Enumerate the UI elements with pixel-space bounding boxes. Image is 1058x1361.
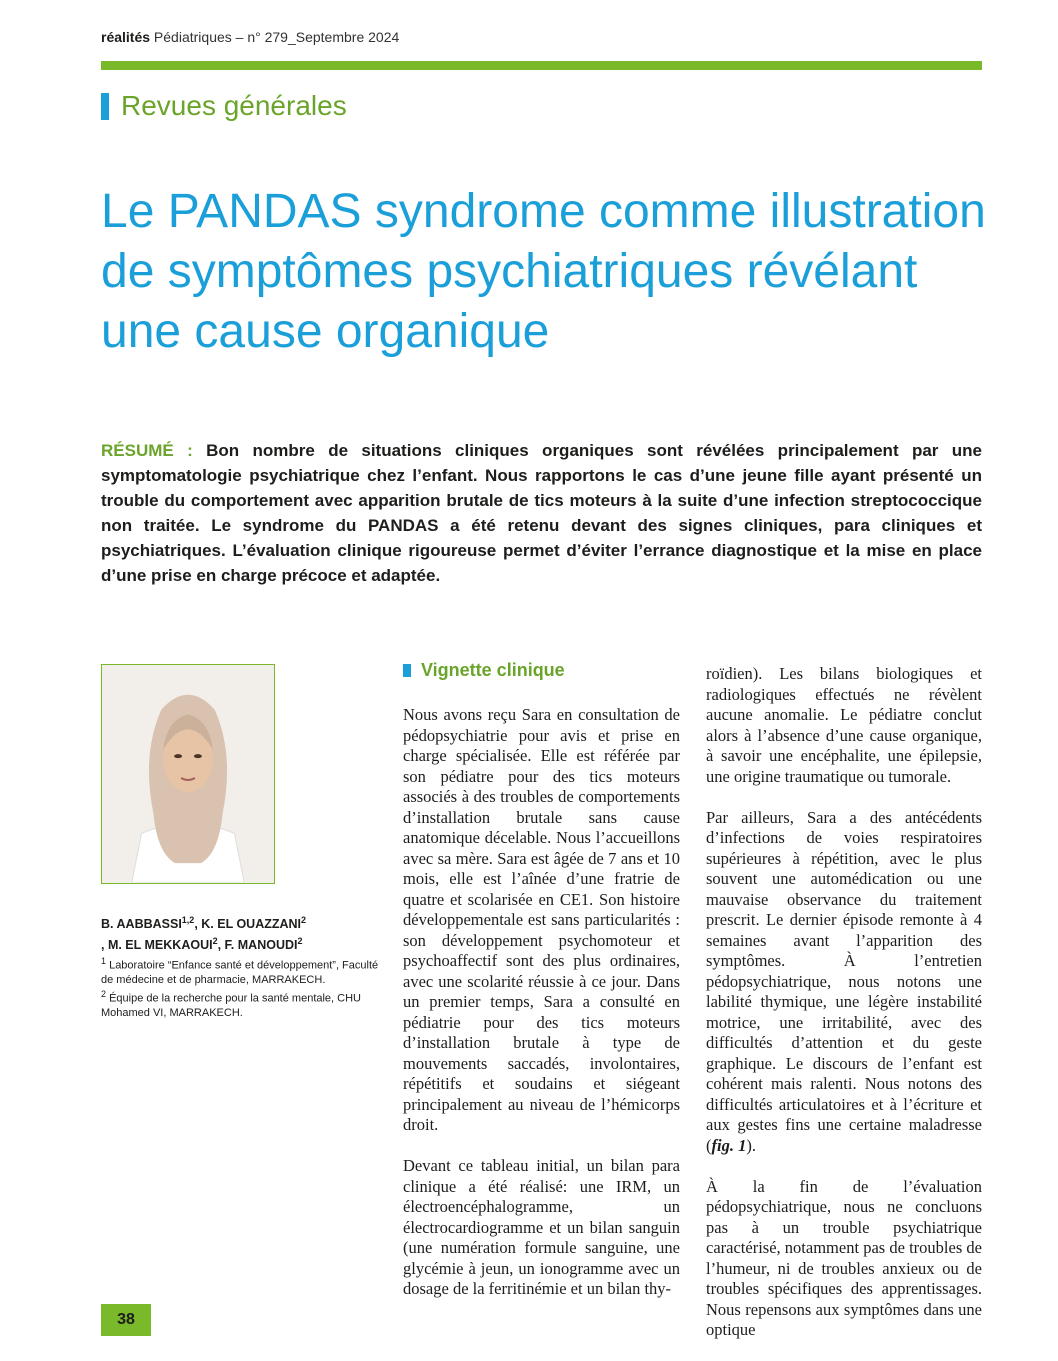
author-3-affiliation: 2 bbox=[212, 936, 218, 947]
subheading bbox=[403, 660, 565, 681]
author-portrait-illustration bbox=[102, 665, 274, 883]
author-1-affiliation: 1,2 bbox=[181, 915, 195, 925]
section-marker bbox=[101, 93, 109, 120]
section-label bbox=[101, 90, 347, 122]
paragraph: roïdien). Les bilans biologiques et radiologiques effectués ne révèlent aucune anomalie. Le pédiatre conclut alors à l’absence d’une cause organique, à savoir une encéphalite, une épilepsie, une origine traumatique ou tumorale. bbox=[706, 664, 982, 786]
body-column-1 bbox=[403, 705, 680, 1320]
journal-name: réalités bbox=[101, 29, 151, 45]
body-column-2 bbox=[706, 664, 982, 1361]
paragraph-text: Par ailleurs, Sara a des antécédents d’infections de voies respiratoires supérieures à répétition, avec le plus souvent une automédication ou une mauvaise observance du traitement prescrit. Le dernier épisode remonte à 4 semaines avant l’apparition des symptômes. À l’entretien pédopsychiatrique, nous notons une labilité thymique, une légère instabilité motrice, une irritabilité, avec des difficultés d’attention et du geste graphique. Le discours de l’enfant est cohérent mais ralenti. Nous notons des difficultés articulatoires et à l’écriture et aux gestes fins une certaine maladresse ( bbox=[706, 807, 982, 1155]
subheading-text: Vignette clinique bbox=[421, 660, 565, 680]
abstract-text: Bon nombre de situations cliniques organiques sont révélées principalement par une symptomatologie psychiatrique chez l’enfant. Nous rapportons le cas d’une jeune fille ayant présenté un trouble du comportement avec apparition brutale de tics moteurs à la suite d’une infection streptococcique non traitée. Le syndrome du PANDAS a été retenu devant des signes cliniques, para cliniques et psychiatriques. L’évaluation clinique rigoureuse permet d’éviter l’errance diagnostique et la mise en place d’une prise en charge précoce et adaptée. bbox=[101, 441, 982, 585]
affiliation-1 bbox=[101, 954, 381, 987]
affiliation-2 bbox=[101, 987, 381, 1020]
figure-reference: fig. 1 bbox=[711, 1135, 747, 1155]
author-2: , K. EL OUAZZANI bbox=[194, 917, 302, 932]
author-2-affiliation: 2 bbox=[301, 915, 307, 925]
author-3: , M. EL MEKKAOUI bbox=[101, 938, 213, 953]
article-title: Le PANDAS syndrome comme illustration de symptômes psychiatriques révélant une cause organique bbox=[101, 185, 986, 358]
abstract bbox=[101, 438, 982, 588]
affiliation-1-number: 1 bbox=[101, 956, 107, 967]
author-4: , F. MANOUDI bbox=[217, 938, 298, 953]
issue-info: Pédiatriques – n° 279_Septembre 2024 bbox=[150, 29, 400, 45]
abstract-label: RÉSUMÉ : bbox=[101, 441, 193, 460]
affiliation-2-text: Équipe de la recherche pour la santé mentale, CHU Mohamed VI, MARRAKECH. bbox=[101, 992, 361, 1019]
journal-header bbox=[101, 29, 399, 45]
paragraph bbox=[706, 808, 982, 1157]
paragraph: Devant ce tableau initial, un bilan para clinique a été réalisé: une IRM, un électroencéphalogramme, un électrocardiogramme et un bilan sanguin (une numération formule sanguine, une glycémie à jeun, un ionogramme avec un dosage de la ferritinémie et un bilan thy- bbox=[403, 1156, 680, 1298]
affiliation-1-text: Laboratoire “Enfance santé et développement”, Faculté de médecine et de pharmacie, MARRAKECH. bbox=[101, 959, 379, 986]
paragraph: À la fin de l’évaluation pédopsychiatrique, nous ne concluons pas à un trouble psychiatrique caractérisé, notamment pas de troubles de l’humeur, ni de troubles anxieux ou de troubles spécifiques des apprentissages. Nous repensons aux symptômes dans une optique bbox=[706, 1176, 982, 1339]
author-4-affiliation: 2 bbox=[297, 936, 303, 947]
author-block bbox=[101, 912, 381, 1020]
author-1: B. AABBASSI bbox=[101, 917, 182, 932]
paragraph-text-end: ). bbox=[746, 1135, 756, 1155]
affiliation-2-number: 2 bbox=[101, 988, 107, 999]
header-rule bbox=[101, 61, 982, 70]
author-photo bbox=[101, 664, 275, 884]
author-names bbox=[101, 912, 381, 954]
subheading-marker bbox=[403, 664, 411, 677]
paragraph: Nous avons reçu Sara en consultation de pédopsychiatrie pour avis et prise en charge spécialisée. Elle est référée par son pédiatre pour des tics moteurs associés à des troubles de comportements d’installation brutale sans cause anatomique décelable. Nous l’accueillons avec sa mère. Sara est âgée de 7 ans et 10 mois, elle est l’aînée d’une fratrie de quatre et scolarisée en CE1. Son histoire développementale est sans particularités : son développement psychomoteur et psychoaffectif sont des plus ordinaires, avec une scolarité réussie à ce jour. Dans un premier temps, Sara a consulté en pédiatrie pour des tics moteurs d’installation brutale à type de mouvements saccadés, involontaires, répétitifs et soudains et siégeant principalement au niveau de l’hémicorps droit. bbox=[403, 705, 680, 1134]
section-title: Revues générales bbox=[121, 90, 347, 121]
page-number: 38 bbox=[101, 1304, 151, 1336]
